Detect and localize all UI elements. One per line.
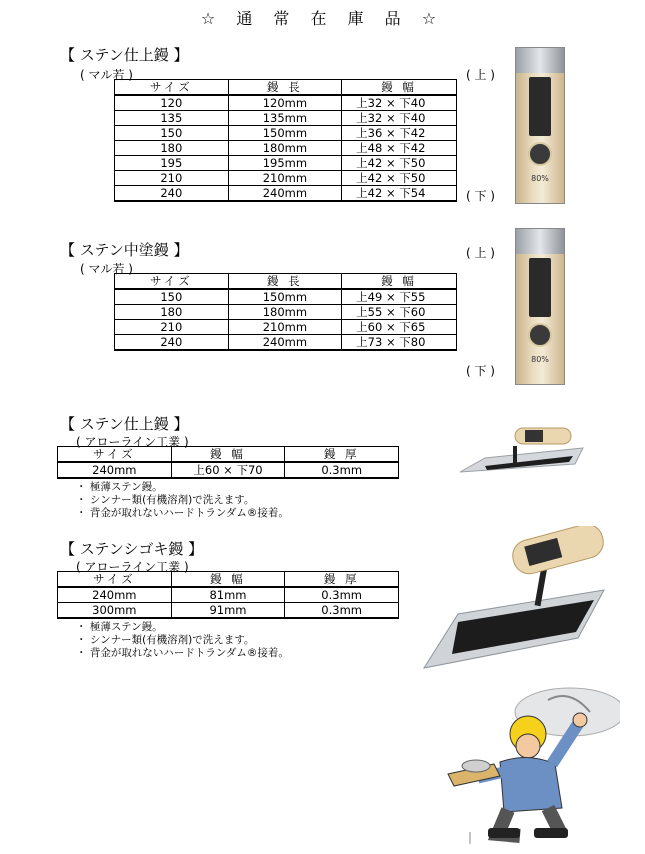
cell: 210mm: [228, 320, 342, 335]
table-row: [115, 289, 457, 305]
cell: 240: [115, 186, 229, 202]
cell: 上42 × 下50: [342, 171, 457, 186]
cell: 上48 × 下42: [342, 141, 457, 156]
bottom-mark: ( 下 ): [466, 189, 495, 203]
cell: 210: [115, 171, 229, 186]
section-1-subtitle: ( マル若 ): [80, 68, 133, 82]
cell: 0.3mm: [285, 587, 399, 603]
cell: 300mm: [58, 603, 172, 619]
col-header-length: 鏝 長: [228, 274, 342, 290]
section-1-title: 【 ステン仕上鏝 】: [60, 46, 189, 64]
col-header-width: 鏝 幅: [171, 447, 285, 463]
table-row: [115, 186, 457, 202]
cell: 135mm: [228, 111, 342, 126]
table-row: [115, 335, 457, 351]
table-row: [115, 320, 457, 335]
trowel-label-text: 80%: [531, 354, 549, 364]
cell: 120: [115, 95, 229, 111]
col-header-thickness: 鏝 厚: [285, 572, 399, 588]
col-header-size: サイズ: [115, 274, 229, 290]
cell: 上42 × 下54: [342, 186, 457, 202]
cell: 上42 × 下50: [342, 156, 457, 171]
cell: 240mm: [58, 462, 172, 478]
col-header-size: サイズ: [58, 572, 172, 588]
cell: 240mm: [228, 186, 342, 202]
section-2-table: [114, 273, 457, 351]
note-item: ・ 背金が取れないハードトランダム®接着。: [76, 647, 289, 659]
table-row: [115, 171, 457, 186]
col-header-size: サイズ: [115, 80, 229, 96]
table-row: [115, 95, 457, 111]
section-3-table: [57, 446, 399, 479]
cell: 0.3mm: [285, 603, 399, 619]
table-row: [115, 126, 457, 141]
cell: 120mm: [228, 95, 342, 111]
section-3-notes: [76, 481, 289, 520]
table-row: [115, 111, 457, 126]
col-header-thickness: 鏝 厚: [285, 447, 399, 463]
note-item: ・ シンナー類(有機溶剤)で洗えます。: [76, 634, 255, 646]
note-item: ・ 極薄ステン鏝。: [76, 621, 163, 633]
cell: 150: [115, 126, 229, 141]
cell: 上36 × 下42: [342, 126, 457, 141]
col-header-width: 鏝 幅: [342, 274, 457, 290]
cell: 上55 × 下60: [342, 305, 457, 320]
middle-coat-trowel-image: [515, 228, 565, 385]
section-2-subtitle: ( マル若 ): [80, 262, 133, 276]
top-mark: ( 上 ): [466, 246, 495, 260]
table-row: [115, 305, 457, 320]
cell: 195mm: [228, 156, 342, 171]
cell: 180mm: [228, 305, 342, 320]
cell: 上60 × 下65: [342, 320, 457, 335]
table-row: [58, 462, 399, 478]
cell: 210mm: [228, 171, 342, 186]
table-row: [115, 141, 457, 156]
note-item: ・ 極薄ステン鏝。: [76, 481, 163, 493]
table-row: [115, 156, 457, 171]
note-item: ・ シンナー類(有機溶剤)で洗えます。: [76, 494, 255, 506]
cell: 0.3mm: [285, 462, 399, 478]
col-header-size: サイズ: [58, 447, 172, 463]
cell: 上32 × 下40: [342, 95, 457, 111]
section-4-table: [57, 571, 399, 619]
cell: 240mm: [228, 335, 342, 351]
table-row: [58, 587, 399, 603]
section-1-table: [114, 79, 457, 202]
cell: 上73 × 下80: [342, 335, 457, 351]
table-row: [58, 603, 399, 619]
bottom-mark: ( 下 ): [466, 364, 495, 378]
section-3-title: 【 ステン仕上鏝 】: [60, 415, 189, 433]
section-4-notes: [76, 621, 289, 660]
cell: 210: [115, 320, 229, 335]
col-header-width: 鏝 幅: [171, 572, 285, 588]
note-item: ・ 背金が取れないハードトランダム®接着。: [76, 507, 289, 519]
cell: 180: [115, 305, 229, 320]
page-title: ☆ 通 常 在 庫 品 ☆: [200, 9, 445, 28]
cell: 上49 × 下55: [342, 289, 457, 305]
plasterer-illustration: [430, 682, 620, 847]
cell: 240: [115, 335, 229, 351]
cell: 195: [115, 156, 229, 171]
arrowline-smoothing-trowel-image: [418, 526, 608, 676]
section-2-title: 【 ステン中塗鏝 】: [60, 241, 189, 259]
section-4-title: 【 ステンシゴキ鏝 】: [60, 540, 204, 558]
cell: 150mm: [228, 126, 342, 141]
cell: 135: [115, 111, 229, 126]
cell: 180: [115, 141, 229, 156]
cell: 180mm: [228, 141, 342, 156]
top-mark: ( 上 ): [466, 68, 495, 82]
cell: 150: [115, 289, 229, 305]
cell: 81mm: [171, 587, 285, 603]
cell: 150mm: [228, 289, 342, 305]
cell: 91mm: [171, 603, 285, 619]
col-header-width: 鏝 幅: [342, 80, 457, 96]
finishing-trowel-image: [515, 47, 565, 204]
section-3-subtitle: ( アローライン工業 ): [76, 435, 189, 449]
cell: 上32 × 下40: [342, 111, 457, 126]
trowel-label-text: 80%: [531, 173, 549, 183]
cell: 240mm: [58, 587, 172, 603]
section-4-subtitle: ( アローライン工業 ): [76, 560, 189, 574]
cell: 上60 × 下70: [171, 462, 285, 478]
arrowline-finishing-trowel-image: [455, 420, 585, 480]
col-header-length: 鏝 長: [228, 80, 342, 96]
